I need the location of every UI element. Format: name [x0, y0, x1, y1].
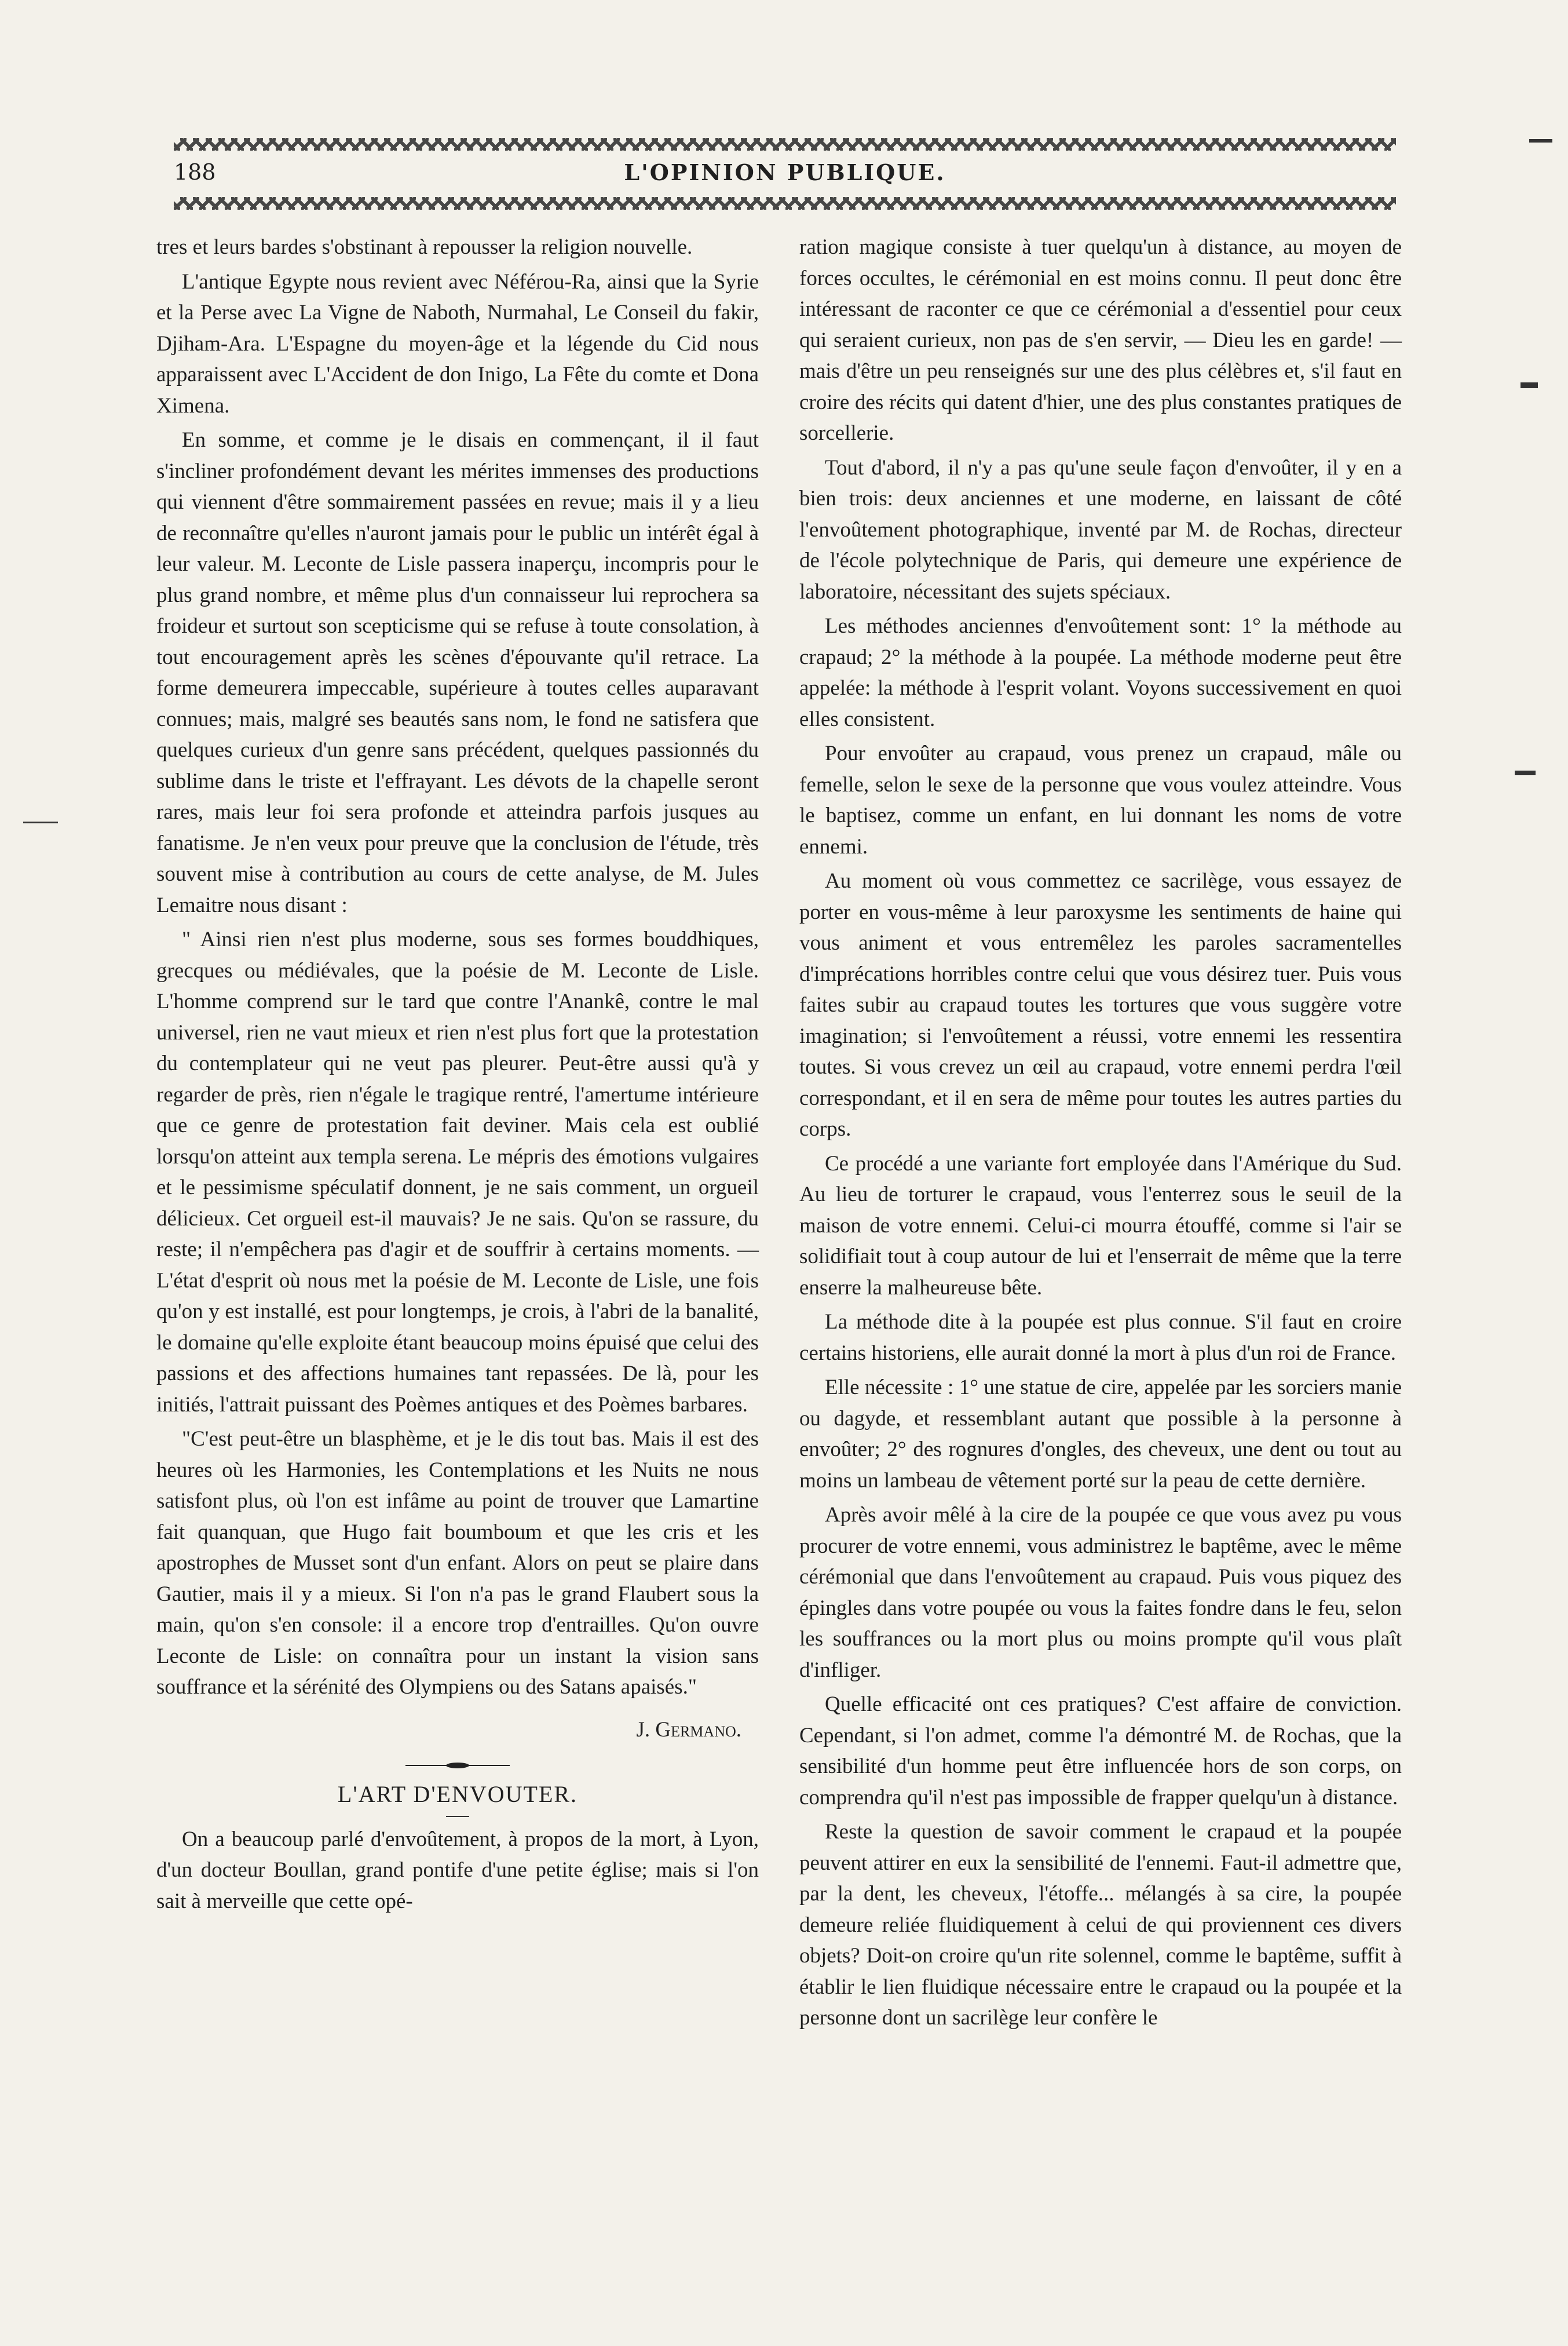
quotation-paragraph: " Ainsi rien n'est plus moderne, sous ses formes bouddhiques, grecques ou médiévales, que la poésie de M. Leconte de Lisle. L'homme comprend sur le tard que contre l'Anankê, contre le mal universel, rien ne vaut mieux et rien n'est plus fort que la protestation du contemplateur qui ne veut pas pleurer. Peut-être aussi qu'à y regarder de près, rien n'égale le tragique rentré, l'amertume intérieure que ce genre de protestation fait deviner. Mais cela est oublié lorsqu'on atteint aux templa serena. Le mépris des émotions vulgaires et le pessimisme spéculatif donnent, je ne sais comment, un orgueil délicieux. Cet orgueil est-il mauvais? Je ne sais. Qu'on se rassure, du reste; il n'empêchera pas d'agir et de souffrir à certains moments. — L'état d'esprit où nous met la poésie de M. Leconte de Lisle, une fois qu'on y est installé, est pour longtemps, je crois, à l'abri de la banalité, le domaine qu'elle exploite étant beaucoup moins épuisé que celui des passions et des affections humaines tant repassées. De là, pour les initiés, l'attrait puissant des Poèmes antiques et des Poèmes barbares. — [156, 928, 759, 1417]
paragraph: Pour envoûter au crapaud, vous prenez un crapaud, mâle ou femelle, selon le sexe de la personne que vous voulez atteindre. Vous le baptisez, comme un enfant, en lui donnant les noms de votre ennemi. — [799, 742, 1402, 859]
print-mark — [1529, 139, 1552, 143]
title-rule — [446, 1816, 469, 1817]
paragraph: Au moment où vous commettez ce sacrilège, vous essayez de porter en vous-même à leur paroxysme les sentiments de haine qui vous animent et vous entremêlez les paroles sacramentelles d'imprécations horribles contre celui que vous désirez tuer. Puis vous faites subir au crapaud toutes les tortures que vous suggère votre imagination; si l'envoûtement a réussi, votre ennemi les ressentira toutes. Si vous crevez un œil au crapaud, votre ennemi perdra l'œil correspondant, et il en sera de même pour toutes les autres parties du corps. — [799, 869, 1402, 1141]
left-column — [156, 232, 759, 1920]
print-mark — [23, 822, 58, 823]
paragraph: Les méthodes anciennes d'envoûtement sont: 1° la méthode au crapaud; 2° la méthode à la poupée. La méthode moderne peut être appelée: la méthode à l'esprit volant. Voyons successivement en quoi elles consistent. — [799, 614, 1402, 731]
header-bottom-rule — [174, 197, 1396, 210]
paragraph: Après avoir mêlé à la cire de la poupée ce que vous avez pu vous procurer de votre ennemi, vous administrez le baptême, avec le même cérémonial que dans l'envoûtement au crapaud. Puis vous piquez des épingles dans votre poupée ou vous la faites fondre dans le feu, selon les souffrances ou la mort plus ou moins prompte qu'il vous plaît d'infliger. — [799, 1503, 1402, 1682]
print-mark — [1515, 771, 1536, 775]
page-header — [174, 152, 1396, 192]
quotation-paragraph: "C'est peut-être un blasphème, et je le dis tout bas. Mais il est des heures où les Harmonies, les Contemplations et les Nuits ne nous satisfont plus, où l'on est infâme au point de trouver que Lamartine fait quanquan, que Hugo fait boumboum et que les cris et les apostrophes de Musset sont d'un enfant. Alors on peut se plaire dans Gautier, mais il y a mieux. Si l'on n'a pas le grand Flaubert sous la main, qu'on s'en console: il a encore trop d'entrailles. Qu'on ouvre Leconte de Lisle: on connaîtra pour un instant la vision sans souffrance et la sérénité des Olympiens ou des Satans apaisés." — [156, 1427, 759, 1699]
paragraph: Reste la question de savoir comment le crapaud et la poupée peuvent attirer en eux la sensibilité de l'ennemi. Faut-il admettre que, par la dent, les cheveux, l'étoffe... mélangés à sa cire, la poupée demeure reliée fluidiquement à celui de qui proviennent ces divers objets? Doit-on croire qu'un rite solennel, comme le baptême, suffit à établir le lien fluidique nécessaire entre le crapaud ou la poupée et la personne dont un sacrilège leur confère le — [799, 1820, 1402, 2030]
header-top-rule — [174, 138, 1396, 151]
paragraph: Tout d'abord, il n'y a pas qu'une seule façon d'envoûter, il y en a bien trois: deux anciennes et une moderne, en laissant de côté l'envoûtement photographique, inventé par M. de Rochas, directeur de l'école polytechnique de Paris, qui demeure une expérience de laboratoire, nécessitant des sujets spéciaux. — [799, 455, 1402, 604]
paragraph: L'antique Egypte nous revient avec Néférou-Ra, ainsi que la Syrie et la Perse avec La Vigne de Naboth, Nurmahal, Le Conseil du fakir, Djiham-Ara. L'Espagne du moyen-âge et la légende du Cid nous apparaissent avec L'Accident de don Inigo, La Fête du comte et Dona Ximena. — [156, 269, 759, 418]
paragraph: La méthode dite à la poupée est plus connue. S'il faut en croire certains historiens, elle aurait donné la mort à plus d'un roi de France. — [799, 1310, 1402, 1365]
paragraph: tres et leurs bardes s'obstinant à repousser la religion nouvelle. — [156, 235, 693, 259]
paragraph: Ce procédé a une variante fort employée dans l'Amérique du Sud. Au lieu de torturer le crapaud, vous l'enterrez sous le seuil de la maison de votre ennemi. Celui-ci mourra étouffé, comme si l'air se solidifiait tout à coup autour de lui et l'enserrait de même que la terre enserre la malheureuse bête. — [799, 1151, 1402, 1300]
paragraph: ration magique consiste à tuer quelqu'un à distance, au moyen de forces occultes, le cérémonial en est moins connu. Il peut donc être intéressant de raconter ce que ce cérémonial a d'essentiel pour ceux qui seraient curieux, non pas de s'en servir, — Dieu les en garde! — mais d'être un peu renseignés sur une des plus célèbres et, s'il faut en croire des récits qui datent d'hier, une des plus constantes pratiques de sorcellerie. — [799, 235, 1402, 445]
paragraph: Elle nécessite : 1° une statue de cire, appelée par les sorciers manie ou dagyde, et ressemblant autant que possible à la personne à envoûter; 2° des rognures d'ongles, des cheveux, une dent ou tout au moins un lambeau de vêtement porté sur la peau de cette dernière. — [799, 1376, 1402, 1493]
page-number: 188 — [174, 159, 216, 185]
section-divider — [405, 1763, 510, 1768]
journal-title: L'OPINION PUBLIQUE. — [624, 159, 946, 185]
paragraph: Quelle efficacité ont ces pratiques? C'est affaire de conviction. Cependant, si l'on admet, comme l'a démontré M. de Rochas, que la sensibilité d'un homme peut être influencée hors de son corps, on comprendra qu'il n'est pas impossible de frapper quelqu'un à distance. — [799, 1692, 1402, 1809]
right-column — [799, 232, 1402, 2037]
paragraph: On a beaucoup parlé d'envoûtement, à propos de la mort, à Lyon, d'un docteur Boullan, grand pontife d'une petite église; mais si l'on sait à merveille que cette opé- — [156, 1827, 759, 1913]
article-signature: J. Germano. — [636, 1717, 741, 1742]
paragraph: En somme, et comme je le disais en commençant, il il faut s'incliner profondément devant les mérites immenses des productions qui viennent d'être sommairement passées en revue; mais il y a lieu de reconnaître qu'elles n'auront jamais pour le public un intérêt égal à leur valeur. M. Leconte de Lisle passera inaperçu, incompris pour le plus grand nombre, et même plus d'un connaisseur lui reprochera sa froideur et surtout son scepticisme qui se refuse à toute consolation, à tout encouragement après les scènes d'épouvante qu'il retrace. La forme demeurera impeccable, supérieure à toutes celles auparavant connues; mais, malgré ses beautés sans nom, le fond ne satisfera que quelques curieux d'un genre sans précédent, quelques passionnés du sublime dans le triste et l'effrayant. Les dévots de la chapelle seront rares, mais leur foi sera profonde et atteindra parfois jusques au fanatisme. Je n'en veux pour preuve que la conclusion de l'étude, très souvent mise à contribution au cours de cette analyse, de M. Jules Lemaitre nous disant : — [156, 428, 759, 917]
section-title: L'ART D'ENVOUTER. — [337, 1781, 578, 1807]
print-mark — [1521, 382, 1538, 388]
